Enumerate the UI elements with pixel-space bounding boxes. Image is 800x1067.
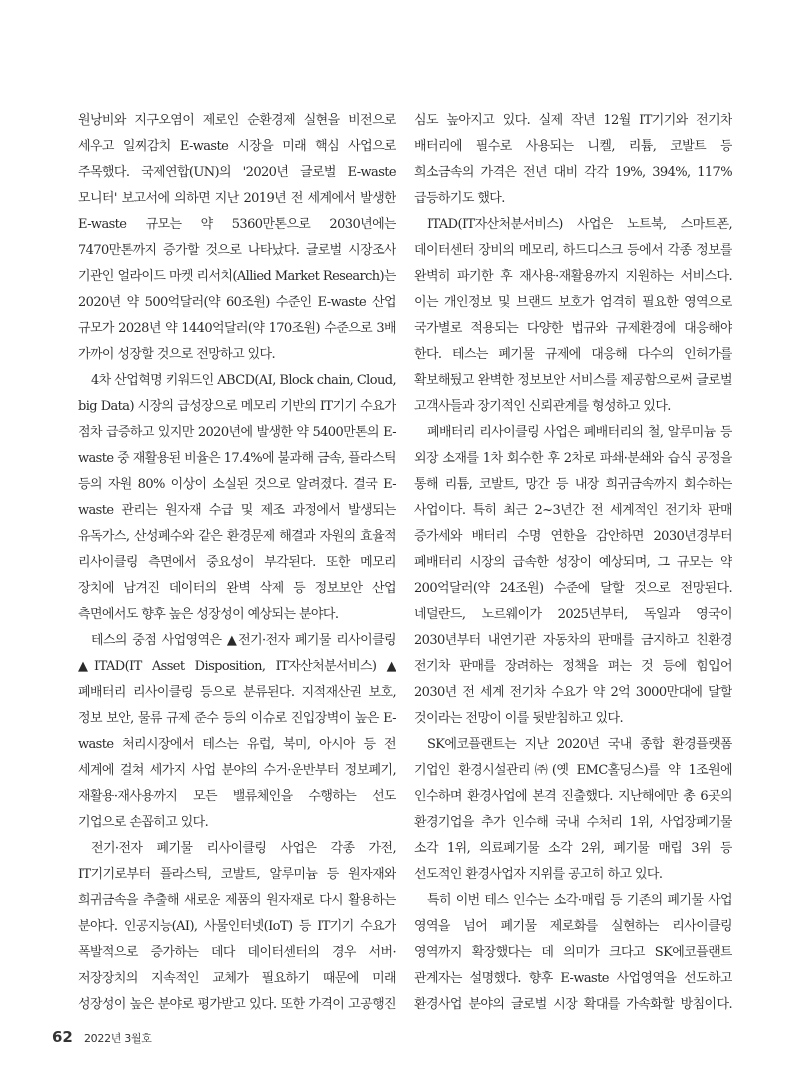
left-column [78, 108, 396, 1010]
page-number: 62 [52, 1028, 73, 1046]
paragraph: 원낭비와 지구오염이 제로인 순환경제 실현을 비전으로 세우고 일찌감치 E-waste 시장을 미래 핵심 사업으로 주목했다. 국제연합(UN)의 '2020년 글로벌 E-waste 모니터' 보고서에 의하면 지난 2019년 전 세계에서 발생한 E-waste 규모는 약 5360만톤으로 2030년에는 7470만톤까지 증가할 것으로 나타났다. 글로벌 시장조사 기관인 얼라이드 마켓 리서치(Allied Market Research)는 2020년 약 500억달러(약 60조원) 수준인 E-waste 산업 규모가 2028년 약 1440억달러(약 170조원) 수준으로 3배 가까이 성장할 것으로 전망하고 있다. [78, 113, 396, 362]
page-footer [52, 1027, 152, 1046]
issue-date: 2022년 3월호 [83, 1032, 152, 1045]
right-column [414, 108, 732, 1010]
paragraph: 전기·전자 폐기물 리사이클링 사업은 각종 가전, IT기기로부터 플라스틱, 코발트, 알루미늄 등 원자재와 희귀금속을 추출해 새로운 제품의 원자재로 다시 활용하는 분야다. 인공지능(AI), 사물인터넷(IoT) 등 IT기기 수요가 폭발적으로 증가하는 데다 데이터센터의 경우 서버·저장장치의 지속적인 교체가 필요하기 때문에 미래 성장성이 높은 분야로 평가받고 있다. 또한 가격이 고공행진 [78, 841, 396, 1010]
paragraph: 테스의 중점 사업영역은 ▲전기·전자 폐기물 리사이클링 ▲ITAD(IT Asset Disposition, IT자산처분서비스) ▲폐배터리 리사이클링 등으로 분류된다. 지적재산권 보호, 정보 보안, 물류 규제 준수 등의 이슈로 진입장벽이 높은 E-waste 처리시장에서 테스는 유럽, 북미, 아시아 등 전 세계에 걸쳐 세가지 사업 분야의 수거·운반부터 정보폐기, 재활용·재사용까지 모든 밸류체인을 수행하는 선도 기업으로 손꼽히고 있다. [78, 633, 396, 830]
paragraph: SK에코플랜트는 지난 2020년 국내 종합 환경플랫폼 기업인 환경시설관리㈜(옛 EMC홀딩스)를 약 1조원에 인수하며 환경사업에 본격 진출했다. 지난해에만 총 6곳의 환경기업을 추가 인수해 국내 수처리 1위, 사업장폐기물 소각 1위, 의료폐기물 소각 2위, 폐기물 매립 3위 등 선도적인 환경사업자 지위를 공고히 하고 있다. [414, 737, 732, 882]
paragraph: 폐배터리 리사이클링 사업은 폐배터리의 철, 알루미늄 등 외장 소재를 1차 회수한 후 2차로 파쇄·분쇄와 습식 공정을 통해 리튬, 코발트, 망간 등 내장 희귀금속까지 회수하는 사업이다. 특히 최근 2~3년간 전 세계적인 전기차 판매 증가세와 배터리 수명 연한을 감안하면 2030년경부터 폐배터리 시장의 급속한 성장이 예상되며, 그 규모는 약 200억달러(약 24조원) 수준에 달할 것으로 전망된다. 네덜란드, 노르웨이가 2025년부터, 독일과 영국이 2030년부터 내연기관 자동차의 판매를 금지하고 친환경 전기차 판매를 장려하는 정책을 펴는 것 등에 힘입어 2030년 전 세계 전기차 수요가 약 2억 3000만대에 달할 것이라는 전망이 이를 뒷받침하고 있다. [414, 425, 732, 726]
paragraph: 심도 높아지고 있다. 실제 작년 12월 IT기기와 전기차 배터리에 필수로 사용되는 니켈, 리튬, 코발트 등 희소금속의 가격은 전년 대비 각각 19%, 394%, 117% 급등하기도 했다. [414, 113, 732, 206]
paragraph: ITAD(IT자산처분서비스) 사업은 노트북, 스마트폰, 데이터센터 장비의 메모리, 하드디스크 등에서 각종 정보를 완벽히 파기한 후 재사용·재활용까지 지원하는 서비스다. 이는 개인정보 및 브랜드 보호가 엄격히 필요한 영역으로 국가별로 적용되는 다양한 법규와 규제환경에 대응해야 한다. 테스는 폐기물 규제에 대응해 다수의 인허가를 확보해뒀고 완벽한 정보보안 서비스를 제공함으로써 글로벌 고객사들과 장기적인 신뢰관계를 형성하고 있다. [414, 217, 732, 414]
paragraph: 특히 이번 테스 인수는 소각·매립 등 기존의 폐기물 사업 영역을 넘어 폐기물 제로화를 실현하는 리사이클링 영역까지 확장했다는 데 의미가 크다고 SK에코플랜트 관계자는 설명했다. 향후 E-waste 사업영역을 선도하고 환경사업 분야의 글로벌 시장 확대를 가속화할 방침이다. [414, 893, 732, 1010]
paragraph: 4차 산업혁명 키워드인 ABCD(AI, Block chain, Cloud, big Data) 시장의 급성장으로 메모리 기반의 IT기기 수요가 점차 급증하고 있지만 2020년에 발생한 약 5400만톤의 E-waste 중 재활용된 비율은 17.4%에 불과해 금속, 플라스틱 등의 자원 80% 이상이 소실된 것으로 알려졌다. 결국 E-waste 관리는 원자재 수급 및 제조 과정에서 발생되는 유독가스, 산성폐수와 같은 환경문제 해결과 자원의 효율적 리사이클링 측면에서 중요성이 부각된다. 또한 메모리 장치에 남겨진 데이터의 완벽 삭제 등 정보보안 산업 측면에서도 향후 높은 성장성이 예상되는 분야다. [78, 373, 396, 622]
